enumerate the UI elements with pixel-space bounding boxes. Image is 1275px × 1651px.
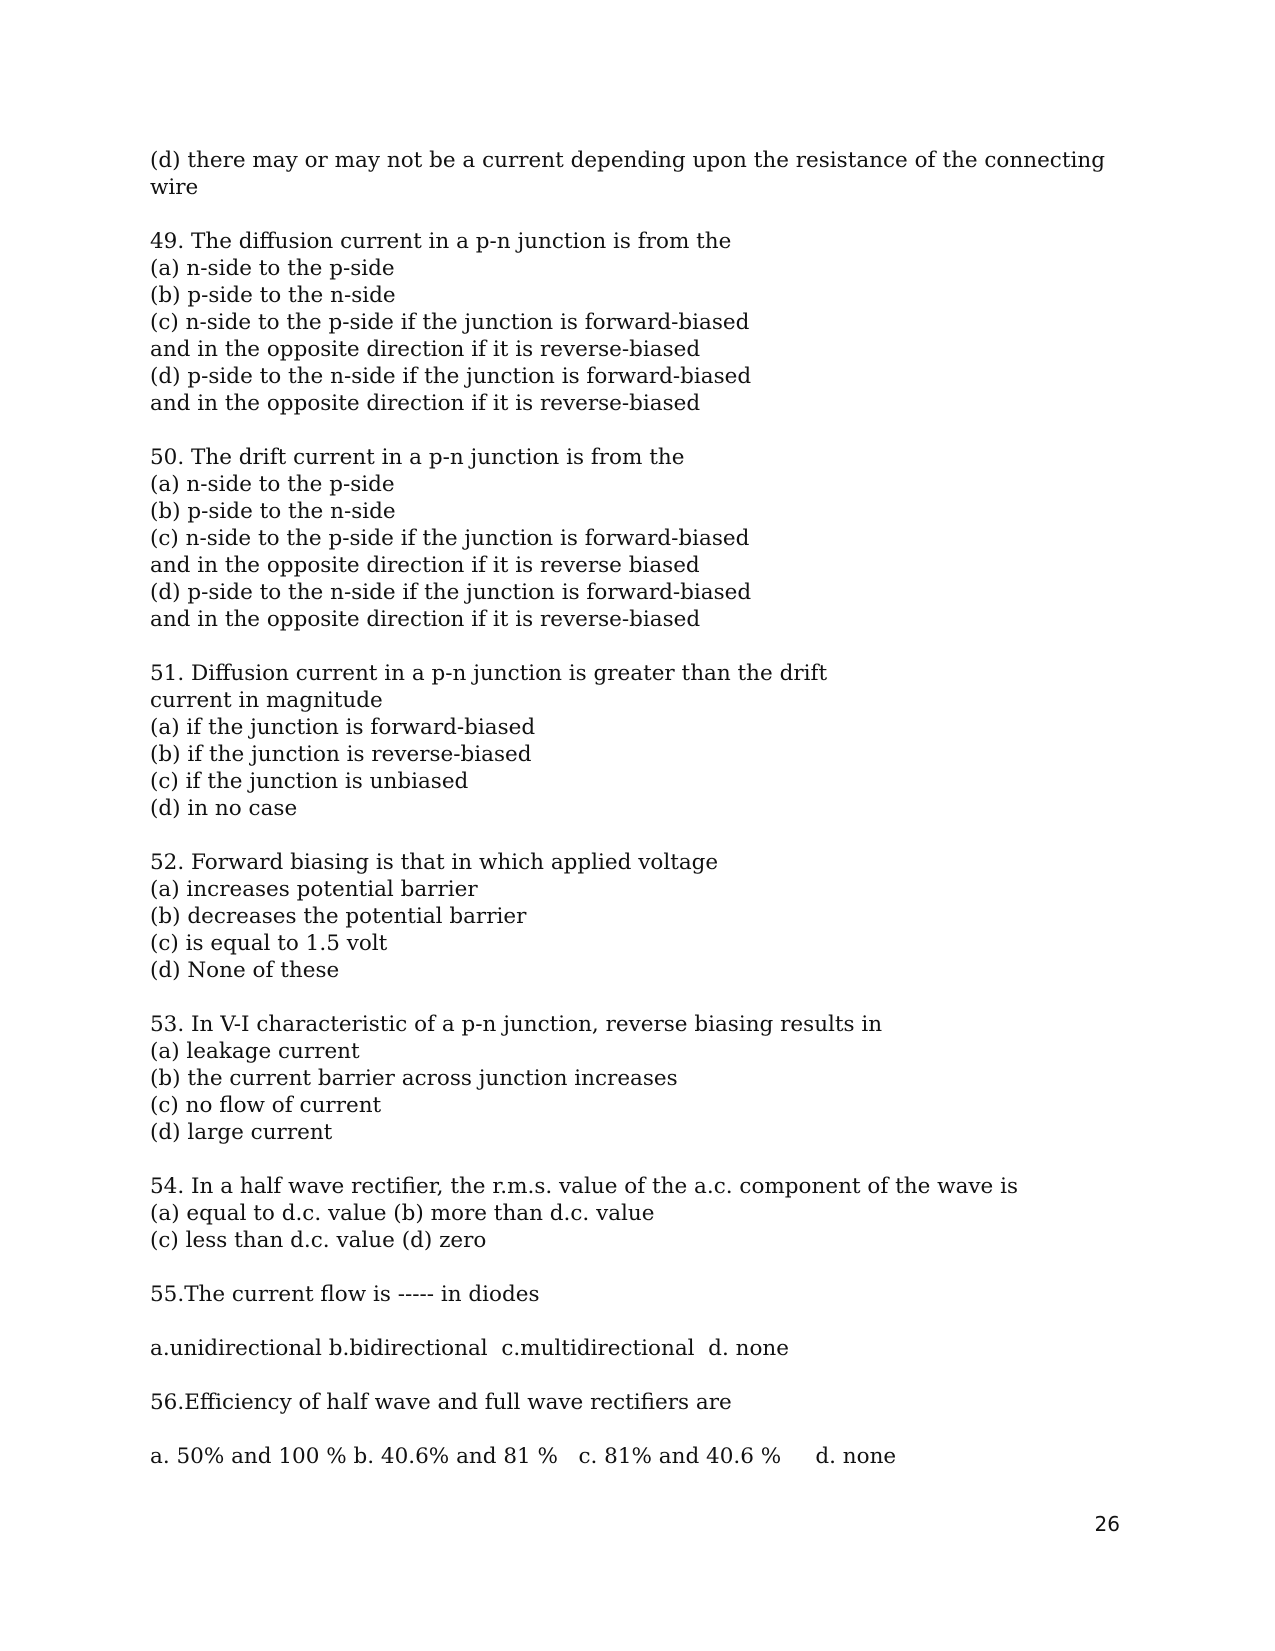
option-c: (c) n-side to the p-side if the junction is forward-biased: [150, 526, 750, 551]
text-line: wire: [150, 175, 199, 200]
options-line: a.unidirectional b.bidirectional c.multidirectional d. none: [150, 1336, 789, 1361]
option-d: (d) None of these: [150, 958, 340, 983]
option-d: (d) p-side to the n-side if the junction is forward-biased: [150, 580, 752, 605]
question-55-options: [150, 1335, 1130, 1362]
question-stem: 55.The current flow is ----- in diodes: [150, 1282, 540, 1307]
option-a: (a) increases potential barrier: [150, 877, 478, 902]
question-stem: 52. Forward biasing is that in which applied voltage: [150, 850, 719, 875]
option-c-continued: and in the opposite direction if it is reverse-biased: [150, 337, 701, 362]
option-c: (c) is equal to 1.5 volt: [150, 931, 388, 956]
option-c: (c) n-side to the p-side if the junction is forward-biased: [150, 310, 750, 335]
option-d: (d) p-side to the n-side if the junction is forward-biased: [150, 364, 752, 389]
question-56-options: [150, 1443, 1130, 1470]
question-48-continuation: [150, 147, 1130, 201]
question-55: [150, 1281, 1130, 1308]
question-stem-continued: current in magnitude: [150, 688, 383, 713]
option-c: (c) if the junction is unbiased: [150, 769, 469, 794]
question-stem: 49. The diffusion current in a p-n junction is from the: [150, 229, 732, 254]
options-a-b: (a) equal to d.c. value (b) more than d.c. value: [150, 1201, 655, 1226]
option-b: (b) p-side to the n-side: [150, 499, 396, 524]
option-b: (b) decreases the potential barrier: [150, 904, 527, 929]
option-b: (b) p-side to the n-side: [150, 283, 396, 308]
page-number: 26: [1094, 1512, 1120, 1536]
question-54: [150, 1173, 1130, 1254]
option-c: (c) no flow of current: [150, 1093, 382, 1118]
question-stem: 56.Efficiency of half wave and full wave rectifiers are: [150, 1390, 732, 1415]
question-56: [150, 1389, 1130, 1416]
option-b: (b) if the junction is reverse-biased: [150, 742, 532, 767]
options-line: a. 50% and 100 % b. 40.6% and 81 % c. 81% and 40.6 % d. none: [150, 1444, 897, 1469]
document-page: [150, 147, 1130, 1470]
option-a: (a) if the junction is forward-biased: [150, 715, 536, 740]
question-51: [150, 660, 1130, 822]
question-49: [150, 228, 1130, 417]
option-c-continued: and in the opposite direction if it is reverse biased: [150, 553, 700, 578]
option-a: (a) n-side to the p-side: [150, 256, 395, 281]
option-b: (b) the current barrier across junction increases: [150, 1066, 678, 1091]
question-stem: 54. In a half wave rectifier, the r.m.s. value of the a.c. component of the wave is: [150, 1174, 1019, 1199]
question-52: [150, 849, 1130, 984]
option-d: (d) large current: [150, 1120, 333, 1145]
option-d: (d) in no case: [150, 796, 298, 821]
question-50: [150, 444, 1130, 633]
text-line: (d) there may or may not be a current depending upon the resistance of the connecting: [150, 148, 1105, 173]
options-c-d: (c) less than d.c. value (d) zero: [150, 1228, 487, 1253]
option-a: (a) leakage current: [150, 1039, 360, 1064]
option-a: (a) n-side to the p-side: [150, 472, 395, 497]
option-d-continued: and in the opposite direction if it is reverse-biased: [150, 391, 701, 416]
question-stem: 50. The drift current in a p-n junction is from the: [150, 445, 685, 470]
question-stem: 53. In V-I characteristic of a p-n junction, reverse biasing results in: [150, 1012, 883, 1037]
option-d-continued: and in the opposite direction if it is reverse-biased: [150, 607, 701, 632]
question-stem: 51. Diffusion current in a p-n junction is greater than the drift: [150, 661, 828, 686]
question-53: [150, 1011, 1130, 1146]
